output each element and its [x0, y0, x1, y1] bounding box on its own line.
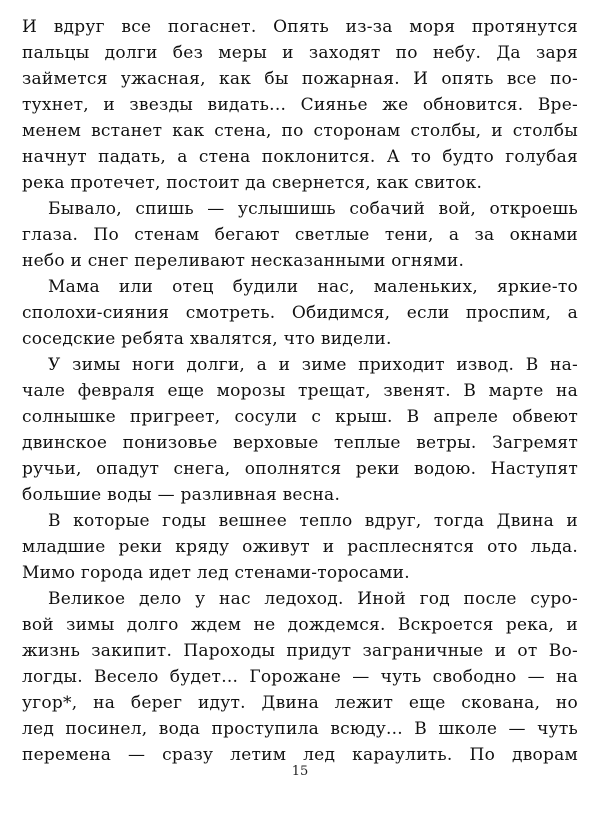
text-line: пальцы долги без меры и заходят по небу. Да заря [22, 43, 578, 63]
paragraph-5 [22, 508, 578, 586]
text-line: ручьи, опадут снега, ополнятся реки водою. Наступят [22, 459, 578, 479]
text-line: Бывало, спишь — услышишь собачий вой, откроешь [48, 199, 578, 219]
text-line: логды. Весело будет... Горожане — чуть свободно — на [22, 667, 578, 687]
text-line: чале февраля еще морозы трещат, звенят. В марте на [22, 381, 578, 401]
paragraph-3 [22, 274, 578, 352]
text-line: большие воды — разливная весна. [22, 485, 341, 505]
text-line: соседские ребята хвалятся, что видели. [22, 329, 392, 349]
text-line: угор*, на берег идут. Двина лежит еще скована, но [22, 693, 578, 713]
text-line: начнут падать, а стена поклонится. А то будто голубая [22, 147, 578, 167]
text-line: перемена — сразу летим лед караулить. По дворам [22, 745, 578, 765]
text-line: река протечет, постоит да свернется, как свиток. [22, 173, 483, 193]
paragraph-1 [22, 14, 578, 196]
text-line: солнышке пригреет, сосули с крыш. В апреле обвеют [22, 407, 578, 427]
text-line: У зимы ноги долги, а и зиме приходит извод. В на- [48, 355, 578, 375]
paragraph-4 [22, 352, 578, 508]
text-line: займется ужасная, как бы пожарная. И опять все по- [22, 69, 578, 89]
text-line: сполохи-сияния смотреть. Обидимся, если проспим, а [22, 303, 578, 323]
text-line: Мимо города идет лед стенами-торосами. [22, 563, 410, 583]
text-line: менем встанет как стена, по сторонам столбы, и столбы [22, 121, 578, 141]
page-number: 15 [291, 764, 309, 779]
text-line: В которые годы вешнее тепло вдруг, тогда Двина и [48, 511, 578, 531]
text-line: глаза. По стенам бегают светлые тени, а за окнами [22, 225, 578, 245]
text-line: двинское понизовье верховые теплые ветры. Загремят [22, 433, 578, 453]
text-line: Мама или отец будили нас, маленьких, яркие-то [48, 277, 578, 297]
text-line: Великое дело у нас ледоход. Иной год после суро- [48, 589, 578, 609]
text-line: вой зимы долго ждем не дождемся. Вскроется река, и [22, 615, 578, 635]
text-line: тухнет, и звезды видать... Сиянье же обновится. Вре- [22, 95, 578, 115]
text-line: лед посинел, вода проступила всюду... В школе — чуть [22, 719, 578, 739]
text-line: жизнь закипит. Пароходы придут заграничные и от Во- [22, 641, 578, 661]
paragraph-6 [22, 586, 578, 768]
text-line: младшие реки кряду оживут и расплеснятся ото льда. [22, 537, 578, 557]
text-line: И вдруг все погаснет. Опять из-за моря протянутся [22, 17, 578, 37]
text-line: небо и снег переливают несказанными огнями. [22, 251, 465, 271]
paragraph-2 [22, 196, 578, 274]
